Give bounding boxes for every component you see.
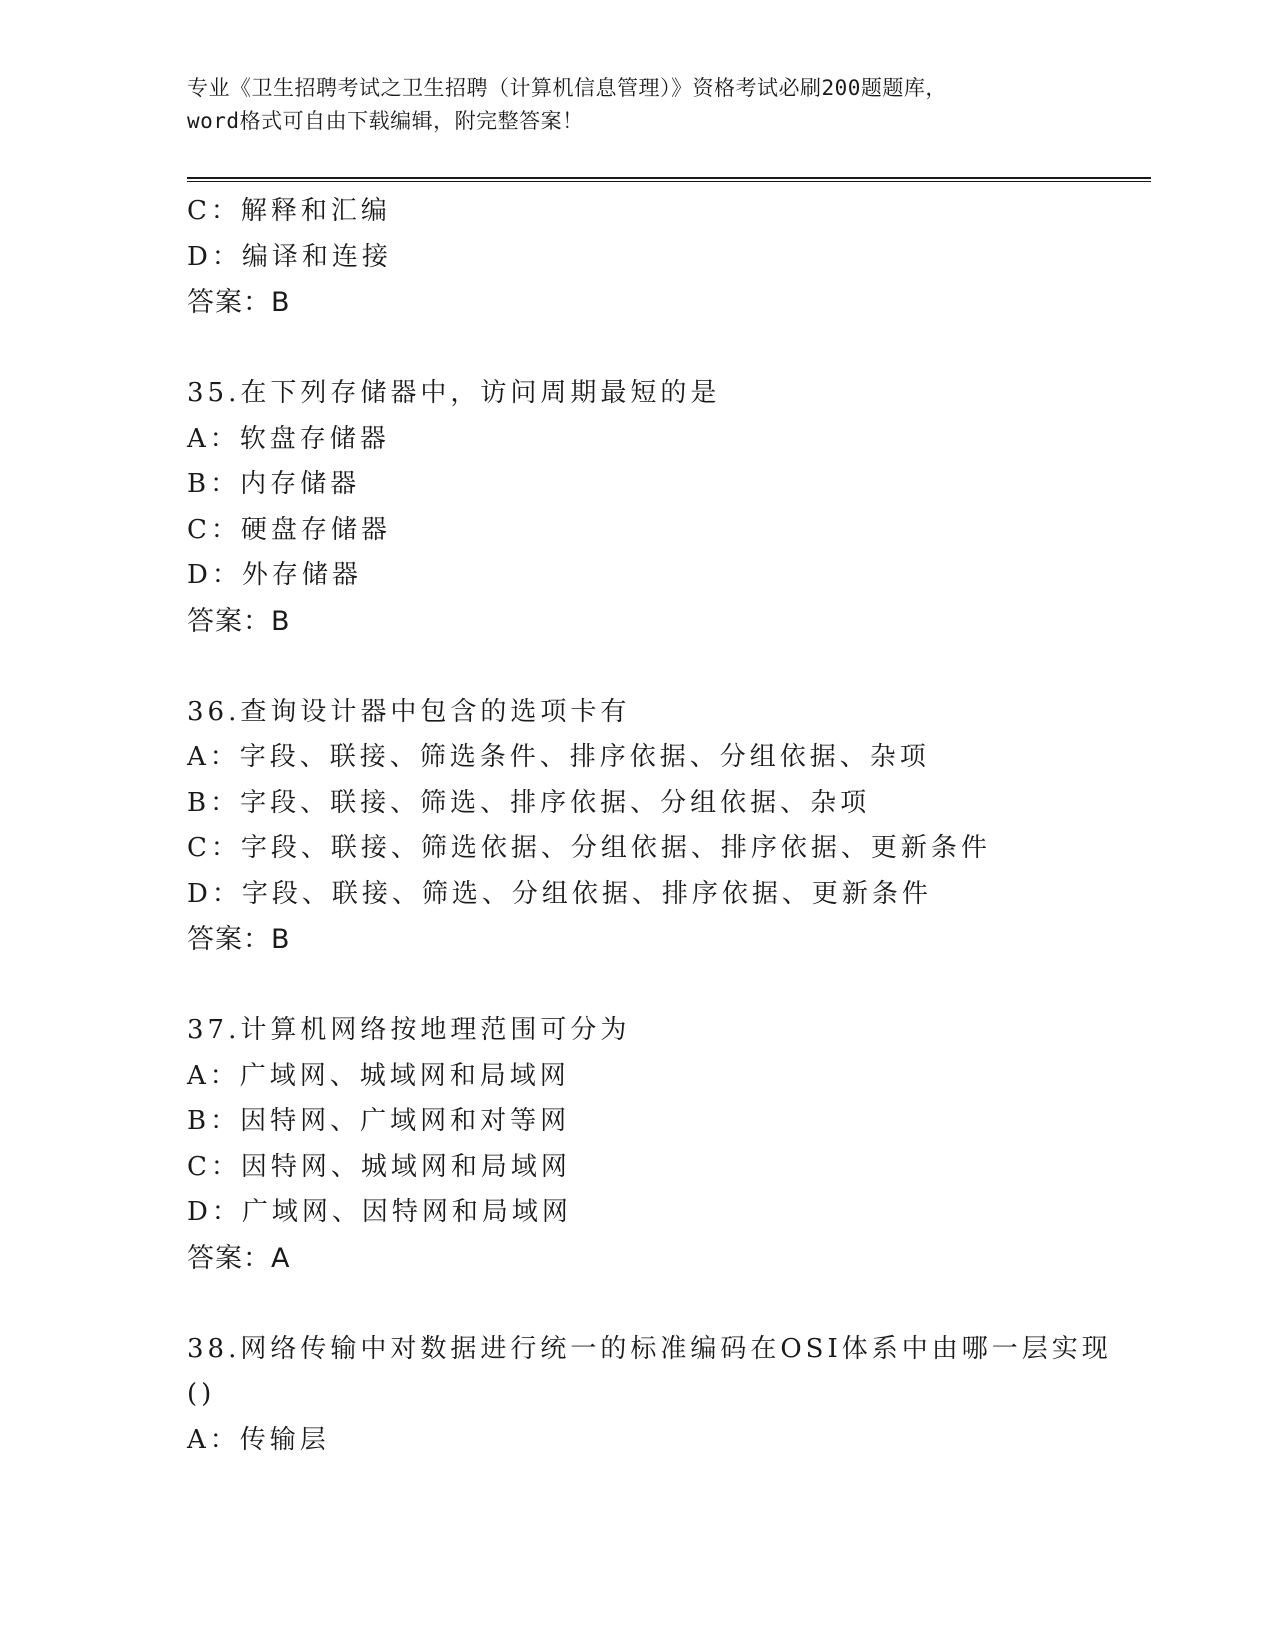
option-b: B：字段、联接、筛选、排序依据、分组依据、杂项	[187, 787, 871, 818]
option-d: D：字段、联接、筛选、分组依据、排序依据、更新条件	[187, 878, 932, 909]
question-38	[187, 1327, 1127, 1464]
option-a: A：软盘存储器	[187, 423, 390, 454]
question-34-continued	[187, 189, 1127, 326]
option-a: A：广域网、城域网和局域网	[187, 1060, 570, 1091]
header-title-line-1: 专业《卫生招聘考试之卫生招聘（计算机信息管理）》资格考试必刷200题题库，	[187, 76, 947, 100]
spacer	[187, 963, 1127, 1009]
answer-line: 答案：B	[187, 924, 291, 955]
answer-line: 答案：A	[187, 1242, 291, 1274]
document-header	[187, 72, 1087, 138]
header-divider-thick	[187, 177, 1151, 179]
option-d: D：编译和连接	[187, 241, 392, 272]
header-divider-thin	[187, 181, 1151, 182]
question-title: 36.查询设计器中包含的选项卡有	[187, 696, 631, 727]
option-c: C：解释和汇编	[187, 196, 391, 226]
question-36	[187, 690, 1127, 963]
question-title-continued: ()	[187, 1379, 216, 1409]
option-b: B：因特网、广域网和对等网	[187, 1106, 571, 1136]
spacer	[187, 1281, 1127, 1327]
option-d: D：广域网、因特网和局域网	[187, 1197, 572, 1227]
option-a: A：传输层	[187, 1424, 330, 1455]
question-35	[187, 371, 1127, 644]
question-list	[187, 189, 1127, 1463]
question-37	[187, 1008, 1127, 1281]
spacer	[187, 326, 1127, 372]
question-title: 38.网络传输中对数据进行统一的标准编码在OSI体系中由哪一层实现	[187, 1333, 1112, 1364]
option-c: C：字段、联接、筛选依据、分组依据、排序依据、更新条件	[187, 833, 991, 863]
answer-line: 答案：B	[187, 605, 291, 637]
question-title: 37.计算机网络按地理范围可分为	[187, 1015, 631, 1045]
question-title: 35.在下列存储器中，访问周期最短的是	[187, 378, 721, 408]
spacer	[187, 644, 1127, 690]
option-c: C：因特网、城域网和局域网	[187, 1151, 571, 1182]
option-d: D：外存储器	[187, 560, 362, 590]
option-a: A：字段、联接、筛选条件、排序依据、分组依据、杂项	[187, 742, 930, 772]
header-title-line-2: word格式可自由下载编辑，附完整答案！	[187, 109, 584, 133]
answer-line: 答案：B	[187, 287, 291, 318]
option-b: B：内存储器	[187, 469, 361, 499]
option-c: C：硬盘存储器	[187, 514, 391, 545]
